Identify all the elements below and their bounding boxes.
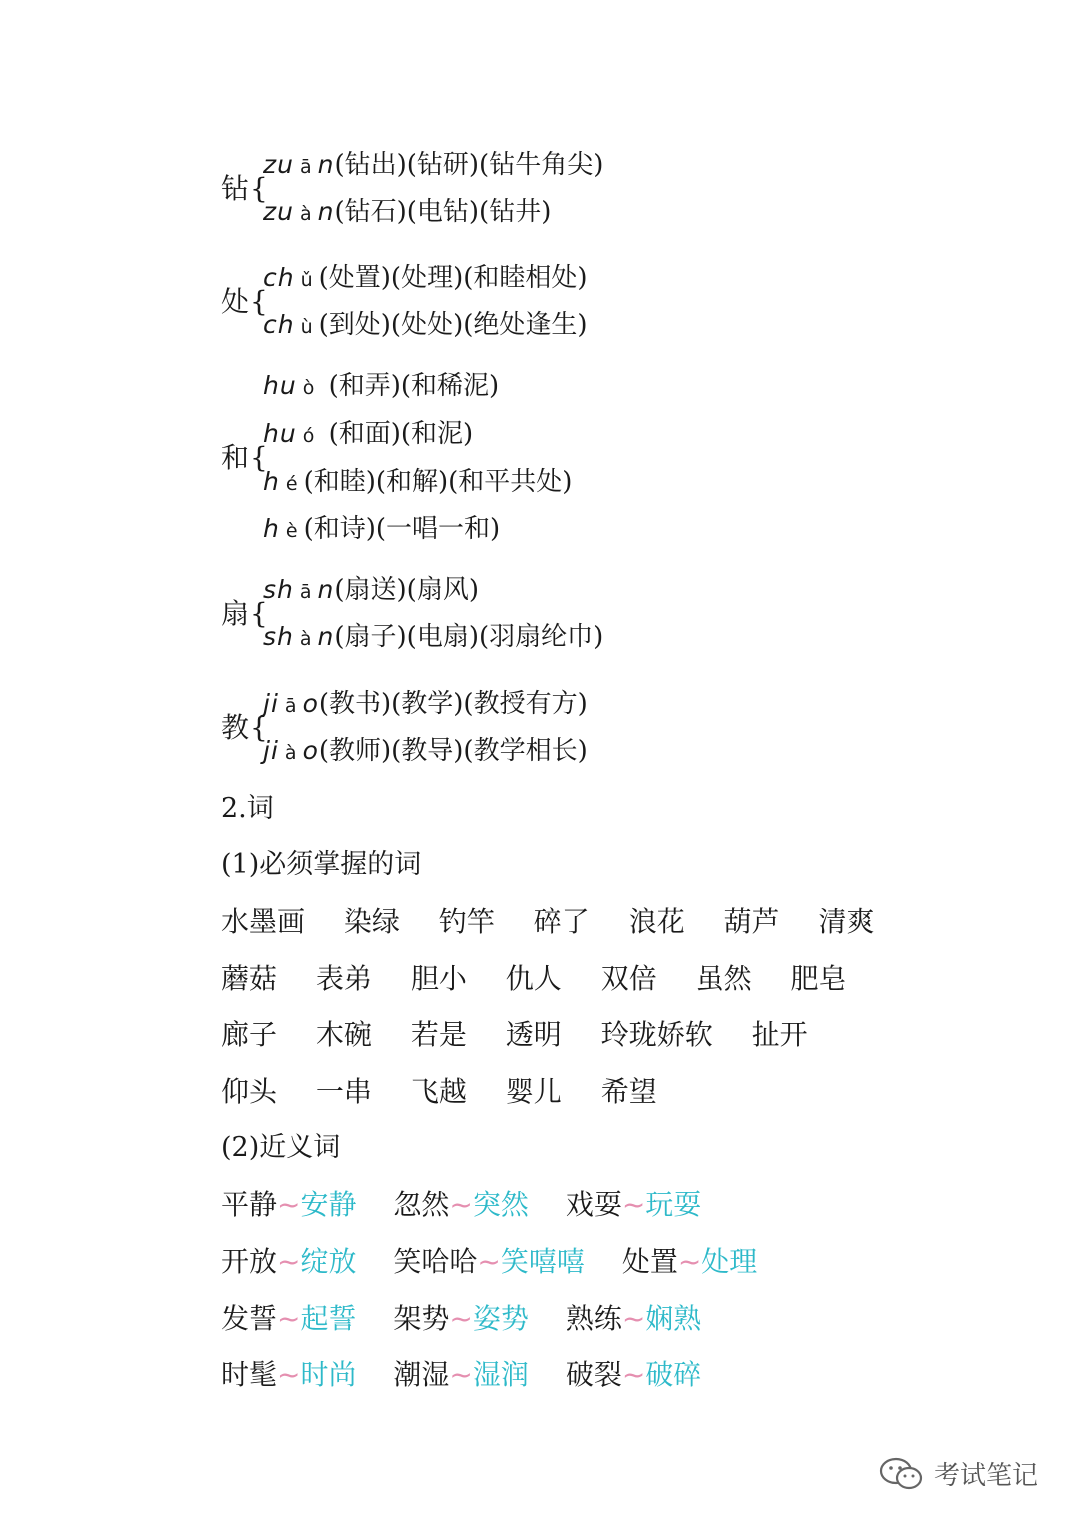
- brace-symbol: {: [250, 285, 268, 318]
- synonym-row: [221, 1190, 729, 1220]
- word: 表弟: [315, 962, 372, 995]
- brace-symbol: {: [250, 711, 268, 744]
- word: 若是: [410, 1018, 467, 1051]
- reading-line: ji ā o(教书)(教学)(教授有方): [263, 689, 588, 719]
- word: 染绿: [343, 905, 400, 938]
- reading-line: ch ù (到处)(处处)(绝处逢生): [263, 310, 588, 340]
- word: 葫芦: [723, 905, 780, 938]
- wechat-icon: [878, 1457, 926, 1491]
- word: 透明: [505, 1018, 562, 1051]
- reading-line: sh ā n(扇送)(扇风): [263, 575, 479, 605]
- synonym-pair: 架势~姿势: [393, 1302, 529, 1335]
- synonym-pair: 熟练~娴熟: [565, 1302, 702, 1335]
- word: 木碗: [315, 1018, 372, 1051]
- word-row: [221, 964, 877, 994]
- reading-line: zu à n(钻石)(电钻)(钻井): [263, 197, 552, 227]
- synonym-row: [221, 1360, 729, 1390]
- word: 碎了: [533, 905, 590, 938]
- synonym-pair: 忽然~突然: [393, 1188, 529, 1221]
- synonym-pair: 戏耍~玩耍: [565, 1188, 702, 1221]
- synonym-pair: 开放~绽放: [221, 1245, 357, 1278]
- word: 蘑菇: [221, 962, 278, 995]
- section-title: 2.词: [221, 793, 274, 824]
- synonym-row: [221, 1304, 729, 1334]
- synonym-pair: 潮湿~湿润: [393, 1358, 529, 1391]
- word: 浪花: [628, 905, 685, 938]
- word: 肥皂: [790, 962, 847, 995]
- word: 飞越: [410, 1075, 467, 1108]
- brace-symbol: {: [250, 172, 268, 205]
- word: 虽然: [695, 962, 752, 995]
- word: 扯开: [751, 1018, 808, 1051]
- word-row: [221, 1077, 687, 1107]
- word-row: [221, 1020, 838, 1050]
- reading-line: ji à o(教师)(教导)(教学相长): [263, 736, 588, 766]
- polyphone-char: 处: [221, 285, 250, 318]
- reading-line: hu ò (和弄)(和稀泥): [263, 371, 500, 401]
- word-row: [221, 907, 905, 937]
- reading-line: h é (和睦)(和解)(和平共处): [263, 467, 573, 497]
- synonym-row: [221, 1247, 785, 1277]
- word: 清爽: [818, 905, 875, 938]
- brace-symbol: {: [250, 441, 268, 474]
- reading-line: zu ā n(钻出)(钻研)(钻牛角尖): [263, 150, 604, 180]
- synonym-pair: 时髦~时尚: [221, 1358, 357, 1391]
- polyphone-char: 教: [221, 711, 250, 744]
- reading-line: sh à n(扇子)(电扇)(羽扇纶巾): [263, 622, 604, 652]
- reading-line: hu ó (和面)(和泥): [263, 419, 474, 449]
- polyphone-char: 扇: [221, 597, 250, 630]
- watermark: [878, 1455, 1038, 1492]
- brace-symbol: {: [250, 597, 268, 630]
- reading-line: h è (和诗)(一唱一和): [263, 514, 501, 544]
- word: 仇人: [505, 962, 562, 995]
- reading-line: ch ǔ (处置)(处理)(和睦相处): [263, 263, 588, 293]
- polyphone-char: 钻: [221, 172, 250, 205]
- synonym-pair: 发誓~起誓: [221, 1302, 357, 1335]
- word: 玲珑娇软: [600, 1018, 713, 1051]
- subsection-title-synonyms: (2)近义词: [221, 1132, 341, 1163]
- word: 仰头: [221, 1075, 278, 1108]
- watermark-text: 考试笔记: [934, 1461, 1039, 1491]
- polyphone-char: 和: [221, 441, 250, 474]
- word: 双倍: [600, 962, 657, 995]
- synonym-pair: 处置~处理: [621, 1245, 758, 1278]
- synonym-pair: 破裂~破碎: [565, 1358, 702, 1391]
- word: 胆小: [410, 962, 467, 995]
- synonym-pair: 平静~安静: [221, 1188, 357, 1221]
- synonym-pair: 笑哈哈~笑嘻嘻: [393, 1245, 585, 1278]
- word: 一串: [315, 1075, 372, 1108]
- word: 钓竿: [438, 905, 495, 938]
- word: 水墨画: [221, 905, 306, 938]
- word: 廊子: [221, 1018, 278, 1051]
- word: 婴儿: [505, 1075, 562, 1108]
- word: 希望: [600, 1075, 657, 1108]
- subsection-title-must-know: (1)必须掌握的词: [221, 849, 422, 880]
